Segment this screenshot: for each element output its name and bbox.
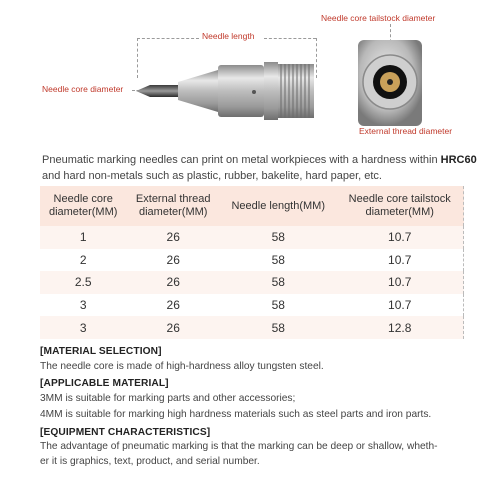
needle-length-label: Needle length	[202, 31, 255, 41]
table-row	[40, 316, 464, 339]
table-cell: 10.7	[336, 226, 463, 249]
external-thread-diameter-label: External thread diameter	[359, 126, 453, 136]
table-cell: 58	[220, 249, 336, 272]
needle-length-dimension-line-right	[264, 38, 316, 39]
table-cell: 3	[40, 316, 126, 339]
table-cell: 1	[40, 226, 126, 249]
table-cell: 10.7	[336, 294, 463, 317]
equipment-characteristics-line-2: er it is graphics, text, product, and serial number.	[40, 455, 260, 467]
material-selection-body: The needle core is made of high-hardness alloy tungsten steel.	[40, 360, 324, 372]
intro-text-start: Pneumatic marking needles can print on metal workpieces with a hardness within	[42, 154, 441, 166]
table-cell: 58	[220, 226, 336, 249]
tailstock-diameter-label: Needle core tailstock diameter	[321, 13, 436, 23]
table-row	[40, 249, 464, 272]
needle-cone	[178, 70, 218, 112]
table-cell: 12.8	[336, 316, 463, 339]
table-row	[40, 226, 464, 249]
applicable-material-line-1: 3MM is suitable for marking parts and other accessories;	[40, 392, 296, 404]
table-cell: 10.7	[336, 249, 463, 272]
needle-length-dimension-line	[137, 38, 199, 39]
table-cell: 26	[126, 316, 220, 339]
table-cell: 26	[126, 294, 220, 317]
applicable-material-title: [APPLICABLE MATERIAL]	[40, 378, 169, 389]
table-cell: 58	[220, 294, 336, 317]
table-cell: 2	[40, 249, 126, 272]
table-row	[40, 271, 464, 294]
needle-core-end-view	[352, 30, 428, 130]
header-core-diameter: Needle core diameter(MM)	[40, 186, 126, 226]
table-header-row	[40, 186, 464, 226]
intro-text-end: and hard non-metals such as plastic, rubber, bakelite, hard paper, etc.	[42, 170, 382, 182]
table-cell: 2.5	[40, 271, 126, 294]
table-cell: 58	[220, 271, 336, 294]
table-cell: 26	[126, 226, 220, 249]
table-cell: 10.7	[336, 271, 463, 294]
end-view-core-center	[387, 79, 393, 85]
table-cell: 3	[40, 294, 126, 317]
needle-core-diameter-label: Needle core diameter	[42, 84, 124, 94]
equipment-characteristics-line-1: The advantage of pneumatic marking is that the marking can be deep or shallow, wheth-	[40, 441, 438, 452]
description-sections	[40, 345, 490, 471]
spec-table	[40, 186, 464, 339]
applicable-material-line-2: 4MM is suitable for marking high hardness materials such as steel parts and iron parts.	[40, 409, 432, 420]
table-cell: 26	[126, 249, 220, 272]
equipment-characteristics-title: [EQUIPMENT CHARACTERISTICS]	[40, 426, 211, 438]
table-cell: 26	[126, 271, 220, 294]
table-cell: 58	[220, 316, 336, 339]
marking-needle-illustration	[100, 40, 340, 150]
needle-vent-hole	[252, 90, 256, 94]
needle-collar	[264, 62, 278, 120]
needle-body	[218, 65, 264, 117]
header-needle-length: Needle length(MM)	[220, 186, 336, 226]
needle-tip	[136, 85, 178, 97]
table-row	[40, 294, 464, 317]
header-tailstock-diameter: Needle core tailstock diameter(MM)	[336, 186, 463, 226]
intro-hardness: HRC60	[440, 154, 477, 166]
material-selection-title: [MATERIAL SELECTION]	[40, 346, 162, 357]
header-external-thread: External thread diameter(MM)	[126, 186, 220, 226]
intro-paragraph	[42, 152, 482, 184]
